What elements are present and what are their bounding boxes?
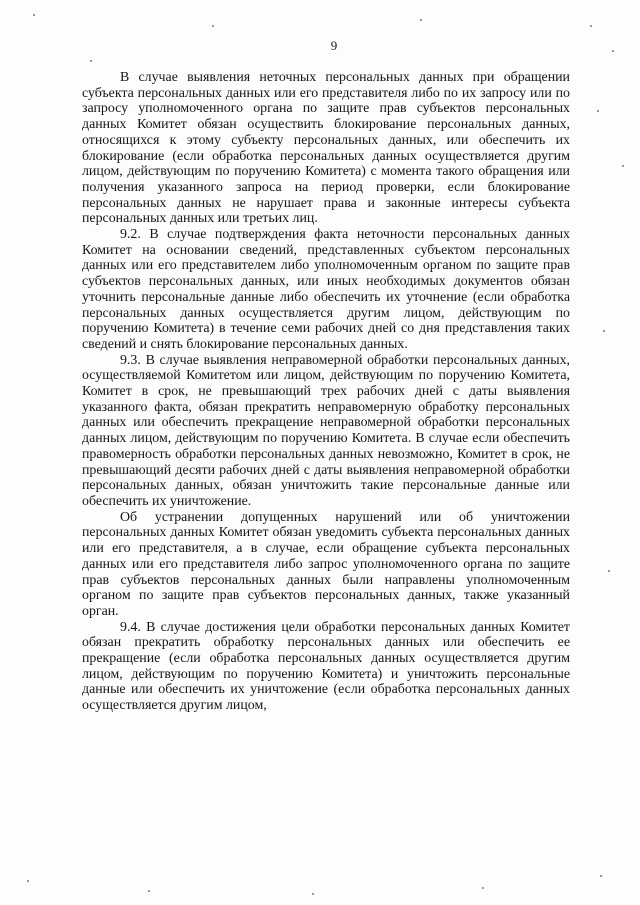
- paragraph-notification: Об устранении допущенных нарушений или об уничтожении персональных данных Комитет обязан уведомить субъекта персональных данных или его представителя, а в случае, если обращение субъекта персональных данных или его представителя либо запрос уполномоченного органа по защите прав субъектов персональных данных были направлены уполномоченным органом по защите прав субъектов персональных данных, также указанный орган.: [82, 509, 570, 619]
- scan-speck: [33, 14, 35, 16]
- scan-speck: [27, 880, 29, 882]
- scan-speck: [597, 110, 599, 112]
- scan-speck: [482, 887, 484, 889]
- scan-speck: [590, 25, 592, 27]
- scan-speck: [600, 875, 602, 877]
- scan-speck: [90, 60, 92, 62]
- scan-speck: [420, 19, 422, 21]
- scan-speck: [622, 165, 624, 167]
- scan-speck: [148, 890, 150, 892]
- scan-speck: [603, 330, 605, 332]
- scan-speck: [608, 570, 610, 572]
- scan-speck: [612, 50, 614, 52]
- document-body: [82, 70, 570, 714]
- page-number: 9: [330, 38, 338, 53]
- paragraph-9-3: 9.3. В случае выявления неправомерной обработки персональных данных, осуществляемой Комитетом или лицом, действующим по поручению Комитета, Комитет в срок, не превышающий трех рабочих дней с даты выявления указанного факта, обязан прекратить неправомерную обработку персональных данных или обеспечить прекращение неправомерной обработки персональных данных лицом, действующим по поручению Комитета. В случае если обеспечить правомерность обработки персональных данных невозможно, Комитет в срок, не превышающий десяти рабочих дней с даты выявления неправомерной обработки персональных данных, обязан уничтожить такие персональные данные или обеспечить их уничтожение.: [82, 352, 570, 509]
- paragraph-9-2: 9.2. В случае подтверждения факта неточности персональных данных Комитет на основании сведений, представленных субъектом персональных данных или его представителем либо уполномоченным органом по защите прав субъектов персональных данных, или иных необходимых документов обязан уточнить персональные данные либо обеспечить их уточнение (если обработка персональных данных осуществляется другим лицом, действующим по поручению Комитета) в течение семи рабочих дней со дня представления таких сведений и снять блокирование персональных данных.: [82, 227, 570, 352]
- scan-speck: [212, 25, 214, 27]
- paragraph-blocking: В случае выявления неточных персональных данных при обращении субъекта персональных данных или его представителя либо по их запросу или по запросу уполномоченного органа по защите прав субъектов персональных данных Комитет обязан осуществить блокирование персональных данных, относящихся к этому субъекту персональных данных, или обеспечить их блокирование (если обработка персональных данных осуществляется другим лицом, действующим по поручению Комитета) с момента такого обращения или получения указанного запроса на период проверки, если блокирование персональных данных не нарушает права и законные интересы субъекта персональных данных или третьих лиц.: [82, 70, 570, 227]
- paragraph-9-4: 9.4. В случае достижения цели обработки персональных данных Комитет обязан прекратить обработку персональных данных или обеспечить ее прекращение (если обработка персональных данных осуществляется другим лицом, действующим по поручению Комитета) и уничтожить персональные данные или обеспечить их уничтожение (если обработка персональных данных осуществляется другим лицом,: [82, 619, 570, 714]
- scan-speck: [312, 893, 314, 895]
